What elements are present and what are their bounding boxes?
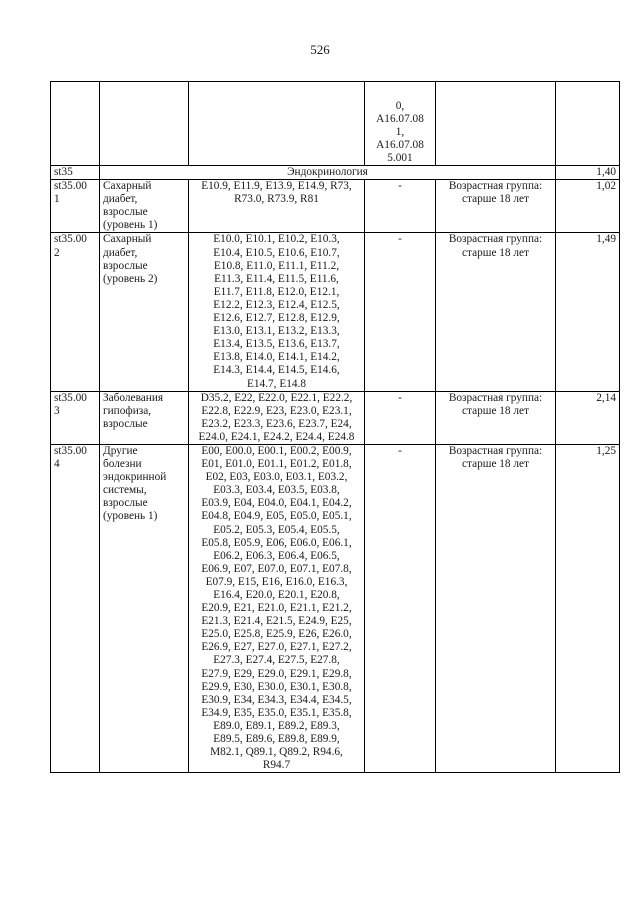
code-cell: st35.00 2 (51, 233, 100, 391)
coefficient-cell: 1,02 (556, 180, 620, 233)
name-cell: Заболевания гипофиза, взрослые (100, 391, 189, 444)
coefficient-cell: 2,14 (556, 391, 620, 444)
name-cell: Другие болезни эндокринной системы, взрослые (уровень 1) (100, 444, 189, 772)
criteria-cell: Возрастная группа: старше 18 лет (436, 391, 556, 444)
diagnoses-cell (189, 82, 365, 166)
procedures-cell: - (365, 444, 436, 772)
code-cell: st35.00 3 (51, 391, 100, 444)
code-cell (51, 82, 100, 166)
section-code: st35 (51, 166, 100, 180)
criteria-cell: Возрастная группа: старше 18 лет (436, 233, 556, 391)
procedures-cell: - (365, 233, 436, 391)
procedures-cell: 0, A16.07.08 1, A16.07.08 5.001 (365, 82, 436, 166)
coefficient-cell: 1,49 (556, 233, 620, 391)
procedures-cell: - (365, 391, 436, 444)
procedures-cell: - (365, 180, 436, 233)
coefficient-cell: 1,25 (556, 444, 620, 772)
table-row (51, 233, 620, 391)
continuation-row (51, 82, 620, 166)
criteria-cell (436, 82, 556, 166)
section-row (51, 166, 620, 180)
section-title: Эндокринология (100, 166, 556, 180)
table-row (51, 180, 620, 233)
page-number: 526 (310, 42, 330, 57)
diagnoses-cell: E10.0, E10.1, E10.2, E10.3, E10.4, E10.5, E10.6, E10.7, E10.8, E11.0, E11.1, E11.2, E11.3, E11.4, E11.5, E11.6, E11.7, E11.8, E12.0, E12.1, E12.2, E12.3, E12.4, E12.5, E12.6, E12.7, E12.8, E12.9, E13.0, E13.1, E13.2, E13.3, E13.4, E13.5, E13.6, E13.7, E13.8, E14.0, E14.1, E14.2, E14.3, E14.4, E14.5, E14.6, E14.7, E14.8 (189, 233, 365, 391)
tariff-table (50, 81, 620, 773)
name-cell (100, 82, 189, 166)
code-cell: st35.00 1 (51, 180, 100, 233)
name-cell: Сахарный диабет, взрослые (уровень 1) (100, 180, 189, 233)
criteria-cell: Возрастная группа: старше 18 лет (436, 180, 556, 233)
table-row (51, 391, 620, 444)
section-coefficient: 1,40 (556, 166, 620, 180)
name-cell: Сахарный диабет, взрослые (уровень 2) (100, 233, 189, 391)
table-row (51, 444, 620, 772)
diagnoses-cell: E10.9, E11.9, E13.9, E14.9, R73, R73.0, R73.9, R81 (189, 180, 365, 233)
code-cell: st35.00 4 (51, 444, 100, 772)
diagnoses-cell: E00, E00.0, E00.1, E00.2, E00.9, E01, E01.0, E01.1, E01.2, E01.8, E02, E03, E03.0, E03.1, E03.2, E03.3, E03.4, E03.5, E03.8, E03.9, E04, E04.0, E04.1, E04.2, E04.8, E04.9, E05, E05.0, E05.1, E05.2, E05.3, E05.4, E05.5, E05.8, E05.9, E06, E06.0, E06.1, E06.2, E06.3, E06.4, E06.5, E06.9, E07, E07.0, E07.1, E07.8, E07.9, E15, E16, E16.0, E16.3, E16.4, E20.0, E20.1, E20.8, E20.9, E21, E21.0, E21.1, E21.2, E21.3, E21.4, E21.5, E24.9, E25, E25.0, E25.8, E25.9, E26, E26.0, E26.9, E27, E27.0, E27.1, E27.2, E27.3, E27.4, E27.5, E27.8, E27.9, E29, E29.0, E29.1, E29.8, E29.9, E30, E30.0, E30.1, E30.8, E30.9, E34, E34.3, E34.4, E34.5, E34.9, E35, E35.0, E35.1, E35.8, E89.0, E89.1, E89.2, E89.3, E89.5, E89.6, E89.8, E89.9, M82.1, Q89.1, Q89.2, R94.6, R94.7 (189, 444, 365, 772)
coefficient-cell (556, 82, 620, 166)
criteria-cell: Возрастная группа: старше 18 лет (436, 444, 556, 772)
diagnoses-cell: D35.2, E22, E22.0, E22.1, E22.2, E22.8, E22.9, E23, E23.0, E23.1, E23.2, E23.3, E23.6, E23.7, E24, E24.0, E24.1, E24.2, E24.4, E24.8 (189, 391, 365, 444)
